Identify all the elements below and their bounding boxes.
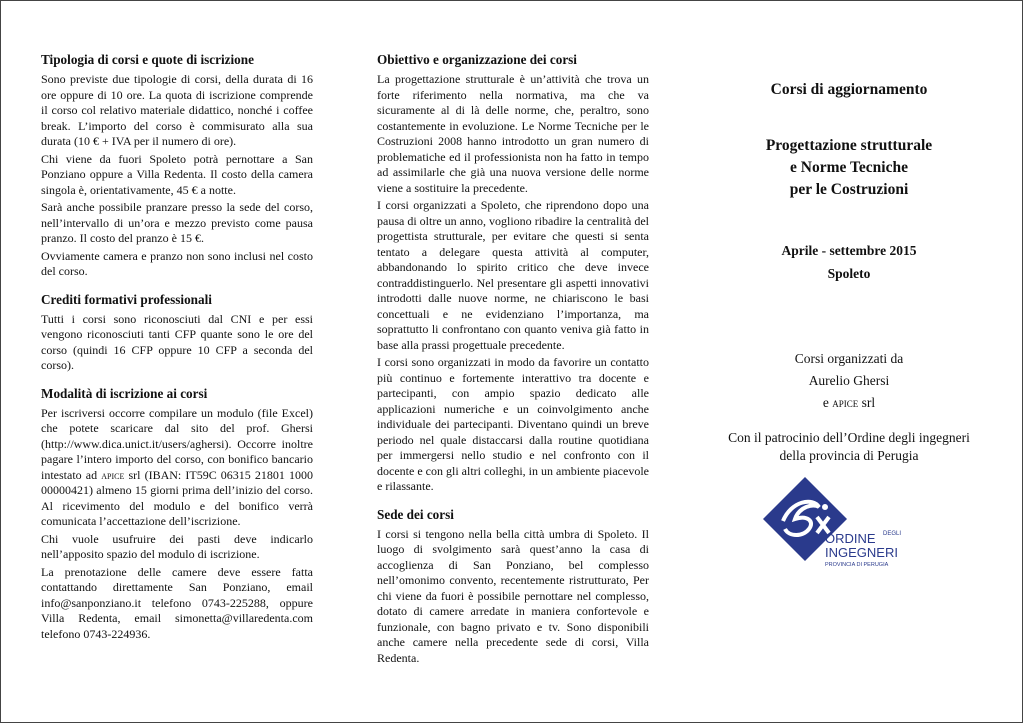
brand-name: apice: [101, 467, 125, 482]
cover-subtitle: [701, 135, 997, 201]
cover-title: Corsi di aggiornamento: [770, 81, 928, 98]
left-column: [41, 51, 313, 644]
cover-column: [701, 51, 997, 571]
course-dates: Aprile - settembre 2015: [781, 242, 917, 258]
section-title-obiettivo: Obiettivo e organizzazione dei corsi: [377, 52, 577, 67]
patronage-line: della provincia di Perugia: [779, 447, 919, 463]
logo-ordine-text: ORDINE: [825, 530, 876, 546]
paragraph: Sarà anche possibile pranzare presso la sede del corso, nell’intervallo di un’ora e mezzo previsto come pausa pranzo. Il costo del pranzo è 15 €.: [41, 200, 313, 245]
paragraph: La progettazione strutturale è un’attività che trova un forte riferimento nella normativa, ma che va sicuramente al di là delle norme, che, peraltro, sono costantemente in evoluzione. Le Norme Tecniche per le Costruzioni 2008 hanno introdotto un gran numero di problematiche ed il professionista non ha fatto in tempo ad assimilarle che già una nuova versione delle norme viene a sostituire la precedente.: [377, 72, 649, 195]
brand-name: apice: [832, 394, 859, 410]
middle-column: [377, 51, 649, 668]
paragraph: I corsi sono organizzati in modo da favorire un contatto più continuo e fortemente interattivo tra docente e partecipanti, con ampio spazio dedicato alle applicazioni numeriche e un coinvolgimento anche individuale dei partecipanti. Diventano quindi un breve periodo nel quale distaccarsi dalla routine quotidiana per immergersi nello studio e nel confronto con il docente e con gli altri colleghi, in un ambiente piacevole e rilassante.: [377, 355, 649, 493]
text-fragment: Per iscriversi occorre compilare un modulo (file Excel) che potete scaricare dal sito del prof. Ghersi (http://www.dica.unict.it/users/aghersi). Occorre inoltre pagare l’intero importo del corso, con bonifico bancario intestato ad: [41, 405, 313, 482]
section-title-sede: Sede dei corsi: [377, 506, 454, 522]
organizers: [701, 348, 997, 414]
logo-degli-text: DEGLI: [883, 530, 902, 537]
paragraph: Sono previste due tipologie di corsi, della durata di 16 ore oppure di 10 ore. La quota di iscrizione comprende il corso col relativo materiale didattico, nonché i coffee break. L’importo del corso è commisurato alla sua durata (10 € + IVA per il numero di ore).: [41, 72, 313, 148]
paragraph: I corsi si tengono nella bella città umbra di Spoleto. Il luogo di svolgimento sarà quest’anno la casa di accoglienza di San Ponziano, bel complesso nell’omonimo convento, recentemente ristrutturato, Per chi viene da fuori è possibile pernottare nel complesso, dotato di camere arredate in maniera confortevole e funzionale, con bagno privato e tv. Sono disponibili anche camere nella precedente sede di corsi, Villa Redenta.: [377, 526, 649, 665]
course-place: Spoleto: [827, 266, 871, 281]
organizers-line: [701, 392, 997, 414]
subtitle-line: per le Costruzioni: [789, 180, 909, 198]
organizer-name: Aurelio Ghersi: [808, 372, 890, 388]
logo-ingegneri-text: INGEGNERI: [825, 544, 898, 560]
paragraph: I corsi organizzati a Spoleto, che riprendono dopo una pausa di oltre un anno, vogliono ribadire la centralità del progettista strutturale, per evitare che questi si senta tentato a delegare questa attività al computer, abbandonando lo spirito critico che deve invece contraddistinguerlo. Nel presentare gli aspetti innovativi introdotti dalle nuove norme, ne chiariscono le basi concettuali e ne evidenziano l’importanza, ma soprattutto li confrontano con quanto veniva già fatto in base alla prassi progettuale precedente.: [377, 198, 649, 352]
section-title-tipologia: Tipologia di corsi e quote di iscrizione: [41, 52, 254, 67]
paragraph: Chi viene da fuori Spoleto potrà pernottare a San Ponziano oppure a Villa Redenta. Il costo della camera singola è, orientativamente, 45 € a notte.: [41, 151, 313, 197]
paragraph: Chi vuole usufruire dei pasti deve indicarlo nell’apposito spazio del modulo di iscrizione.: [41, 531, 313, 561]
section-title-crediti: Crediti formativi professionali: [41, 291, 212, 307]
section-title-iscrizione: Modalità di iscrizione ai corsi: [41, 385, 208, 401]
paragraph: La prenotazione delle camere deve essere fatta contattando direttamente San Ponziano, email info@sanponziano.it telefono 0743-225288, oppure Villa Redenta, email simonetta@villaredenta.com telefono 0743-224936.: [41, 564, 313, 641]
text-fragment: srl: [861, 394, 876, 410]
organizers-line: Corsi organizzati da: [794, 350, 904, 366]
subtitle-line: Progettazione strutturale: [765, 136, 933, 154]
paragraph: Ovviamente camera e pranzo non sono inclusi nel costo del corso.: [41, 248, 313, 278]
text-fragment: e: [822, 394, 829, 410]
paragraph: Tutti i corsi sono riconosciuti dal CNI e per essi vengono riconosciuti tanti CFP quante sono le ore del corso (quindi 16 CFP oppure 10 CFP a seconda del corso).: [41, 311, 313, 372]
patronage-line: Con il patrocinio dell’Ordine degli ingegneri: [728, 429, 970, 445]
text-fragment: srl (IBAN: IT59C 06315 21801 1000 00000421) almeno 15 giorni prima dell’inizio del corso. Al ricevimento del modulo e del bonifico verrà comunicata l’accettazione dell’iscrizione.: [41, 467, 314, 528]
paragraph-iscrizione: [41, 406, 313, 530]
ordine-ingegneri-logo: [701, 477, 997, 571]
ordine-logo-icon: [763, 477, 935, 571]
subtitle-line: e Norme Tecniche: [790, 158, 908, 176]
patronage: [701, 429, 997, 465]
logo-provincia-text: PROVINCIA DI PERUGIA: [825, 561, 889, 568]
